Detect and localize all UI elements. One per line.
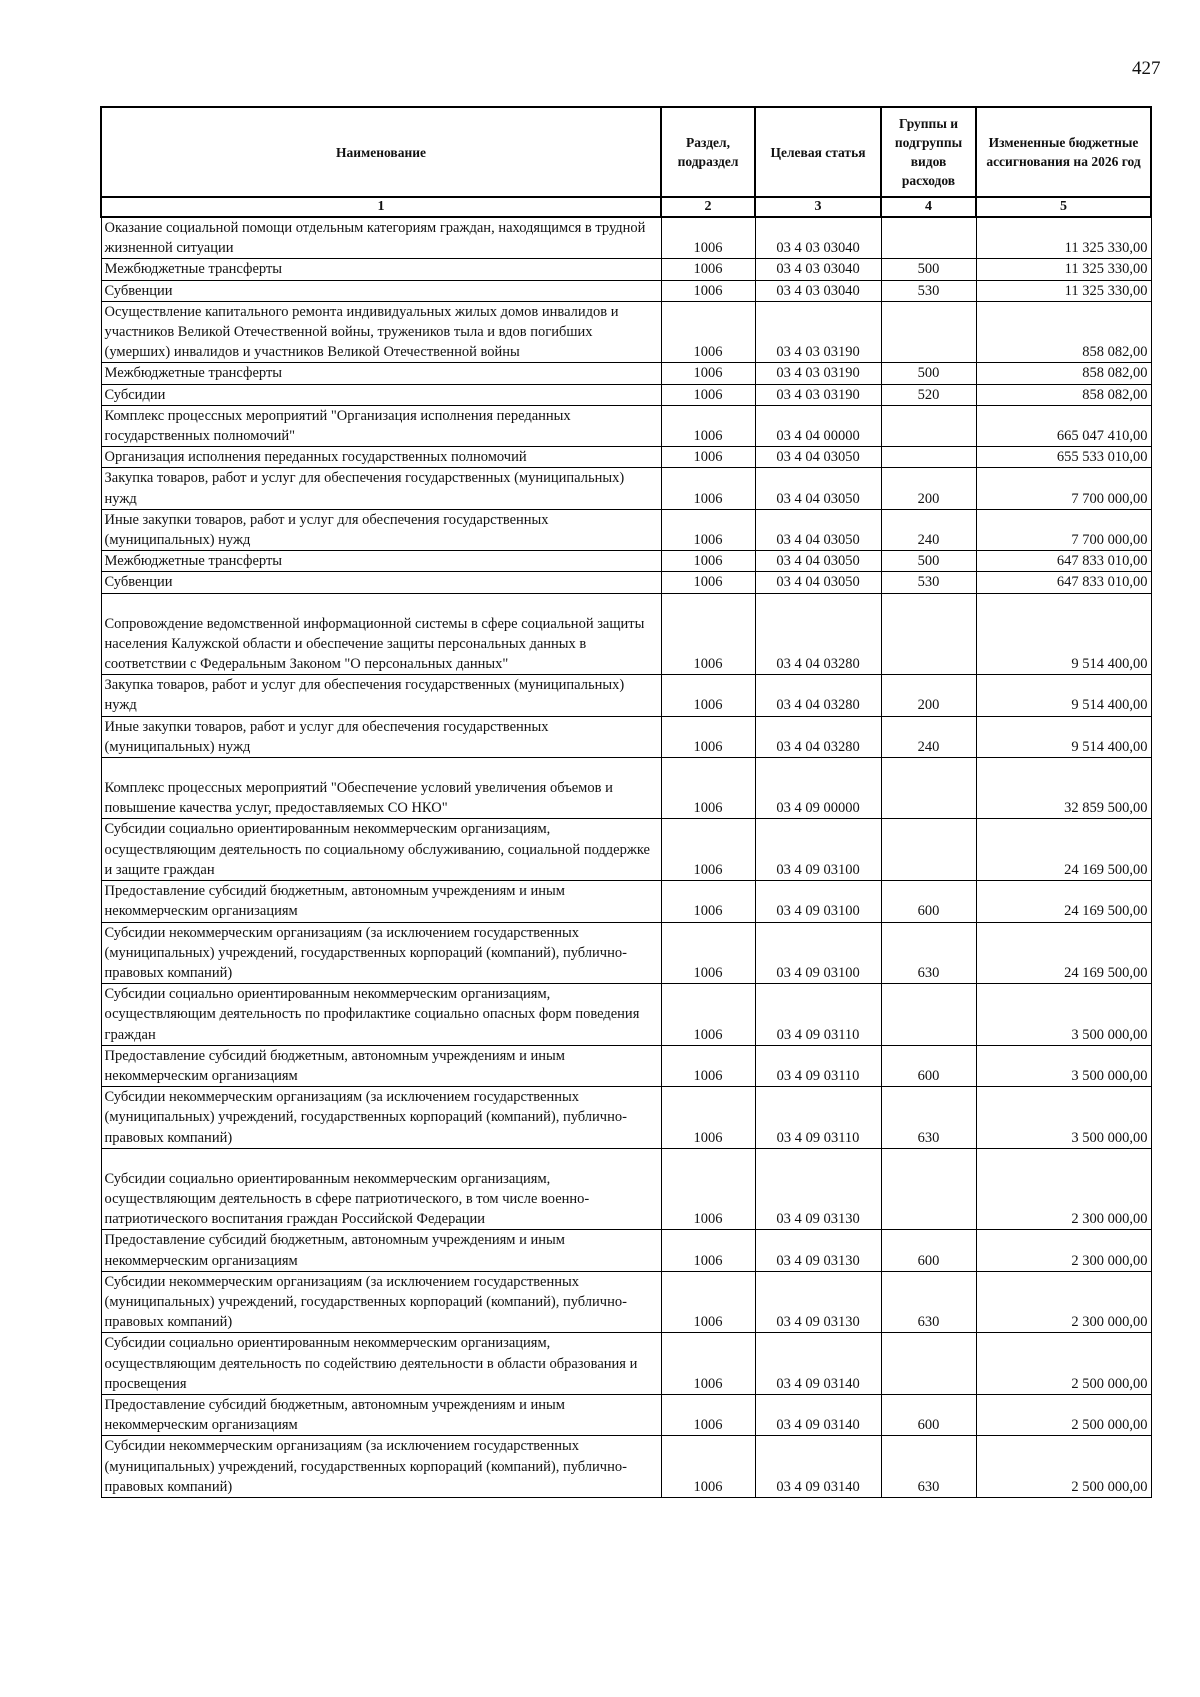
row-expense-group: 200: [881, 675, 976, 716]
row-section: 1006: [661, 1271, 755, 1333]
header-target-article: Целевая статья: [755, 107, 881, 197]
table-row: [101, 572, 1151, 593]
row-target-article: 03 4 04 03280: [755, 593, 881, 675]
row-name: Предоставление субсидий бюджетным, автономным учреждениям и иным некоммерческим организациям: [101, 881, 661, 922]
table-row: [101, 881, 1151, 922]
row-name: Оказание социальной помощи отдельным категориям граждан, находящимся в трудной жизненной ситуации: [101, 217, 661, 259]
row-target-article: 03 4 09 00000: [755, 758, 881, 819]
row-expense-group: [881, 1148, 976, 1230]
row-section: 1006: [661, 468, 755, 509]
row-amount: 9 514 400,00: [976, 593, 1151, 675]
row-target-article: 03 4 04 03050: [755, 572, 881, 593]
row-expense-group: 500: [881, 551, 976, 572]
row-amount: 647 833 010,00: [976, 551, 1151, 572]
row-name: Организация исполнения переданных государственных полномочий: [101, 447, 661, 468]
row-target-article: 03 4 03 03040: [755, 217, 881, 259]
row-name: Субсидии социально ориентированным некоммерческим организациям, осуществляющим деятельность в сфере патриотического, в том числе военно-патриотического воспитания граждан Российской Федерации: [101, 1148, 661, 1230]
row-target-article: 03 4 09 03110: [755, 984, 881, 1046]
column-number: 5: [976, 197, 1151, 217]
table-row: [101, 819, 1151, 881]
row-expense-group: 630: [881, 922, 976, 984]
row-section: 1006: [661, 1148, 755, 1230]
header-amount-2026: Измененные бюджетные ассигнования на 2026 год: [976, 107, 1151, 197]
row-section: 1006: [661, 819, 755, 881]
row-section: 1006: [661, 384, 755, 405]
row-expense-group: 240: [881, 509, 976, 550]
row-section: 1006: [661, 217, 755, 259]
row-name: Предоставление субсидий бюджетным, автономным учреждениям и иным некоммерческим организациям: [101, 1394, 661, 1435]
row-amount: 32 859 500,00: [976, 758, 1151, 819]
table-row: [101, 551, 1151, 572]
row-expense-group: [881, 1333, 976, 1395]
row-name: Субсидии некоммерческим организациям (за исключением государственных (муниципальных) учреждений, государственных корпораций (компаний), публично-правовых компаний): [101, 922, 661, 984]
table-row: [101, 1271, 1151, 1333]
row-name: Субсидии социально ориентированным некоммерческим организациям, осуществляющим деятельность по социальному обслуживанию, социальной поддержке и защите граждан: [101, 819, 661, 881]
row-amount: 3 500 000,00: [976, 984, 1151, 1046]
row-expense-group: 630: [881, 1436, 976, 1498]
row-section: 1006: [661, 716, 755, 757]
row-name: Закупка товаров, работ и услуг для обеспечения государственных (муниципальных) нужд: [101, 675, 661, 716]
row-amount: 655 533 010,00: [976, 447, 1151, 468]
row-target-article: 03 4 09 03140: [755, 1333, 881, 1395]
row-expense-group: [881, 593, 976, 675]
row-expense-group: 200: [881, 468, 976, 509]
row-target-article: 03 4 04 03280: [755, 675, 881, 716]
header-expense-group: Группы и подгруппы видов расходов: [881, 107, 976, 197]
row-expense-group: 500: [881, 363, 976, 384]
table-row: [101, 1148, 1151, 1230]
row-amount: 11 325 330,00: [976, 259, 1151, 280]
row-target-article: 03 4 03 03190: [755, 301, 881, 363]
table-row: [101, 1333, 1151, 1395]
row-name: Комплекс процессных мероприятий "Организация исполнения переданных государственных полномочий": [101, 405, 661, 446]
row-target-article: 03 4 09 03140: [755, 1436, 881, 1498]
row-expense-group: 520: [881, 384, 976, 405]
row-section: 1006: [661, 881, 755, 922]
row-name: Субсидии некоммерческим организациям (за исключением государственных (муниципальных) учреждений, государственных корпораций (компаний), публично-правовых компаний): [101, 1271, 661, 1333]
row-target-article: 03 4 04 03050: [755, 447, 881, 468]
row-amount: 858 082,00: [976, 363, 1151, 384]
table-row: [101, 509, 1151, 550]
row-section: 1006: [661, 593, 755, 675]
row-target-article: 03 4 04 03050: [755, 551, 881, 572]
table-row: [101, 922, 1151, 984]
row-expense-group: 530: [881, 572, 976, 593]
row-target-article: 03 4 09 03110: [755, 1087, 881, 1149]
row-expense-group: 630: [881, 1271, 976, 1333]
row-section: 1006: [661, 363, 755, 384]
row-amount: 2 500 000,00: [976, 1333, 1151, 1395]
table-row: [101, 280, 1151, 301]
row-section: 1006: [661, 1333, 755, 1395]
row-target-article: 03 4 03 03040: [755, 259, 881, 280]
row-name: Субвенции: [101, 280, 661, 301]
row-target-article: 03 4 03 03190: [755, 384, 881, 405]
table-row: [101, 758, 1151, 819]
row-expense-group: 630: [881, 1087, 976, 1149]
row-amount: 11 325 330,00: [976, 280, 1151, 301]
row-amount: 7 700 000,00: [976, 509, 1151, 550]
row-section: 1006: [661, 1045, 755, 1086]
row-section: 1006: [661, 405, 755, 446]
budget-allocations-table: [100, 106, 1152, 1498]
column-number: 2: [661, 197, 755, 217]
row-expense-group: [881, 447, 976, 468]
row-amount: 2 300 000,00: [976, 1148, 1151, 1230]
row-target-article: 03 4 09 03130: [755, 1148, 881, 1230]
row-section: 1006: [661, 301, 755, 363]
row-section: 1006: [661, 984, 755, 1046]
row-amount: 24 169 500,00: [976, 819, 1151, 881]
row-expense-group: 530: [881, 280, 976, 301]
row-name: Сопровождение ведомственной информационной системы в сфере социальной защиты населения Калужской области и обеспечение защиты персональных данных в соответствии с Федеральным Законом "О персональных данных": [101, 593, 661, 675]
table-row: [101, 593, 1151, 675]
table-row: [101, 217, 1151, 259]
row-section: 1006: [661, 1230, 755, 1271]
row-target-article: 03 4 09 03130: [755, 1230, 881, 1271]
row-target-article: 03 4 04 03280: [755, 716, 881, 757]
row-expense-group: 600: [881, 1230, 976, 1271]
row-name: Предоставление субсидий бюджетным, автономным учреждениям и иным некоммерческим организациям: [101, 1045, 661, 1086]
row-amount: 2 300 000,00: [976, 1271, 1151, 1333]
row-section: 1006: [661, 509, 755, 550]
row-target-article: 03 4 04 03050: [755, 509, 881, 550]
table-row: [101, 259, 1151, 280]
header-section: Раздел, подраздел: [661, 107, 755, 197]
row-expense-group: [881, 217, 976, 259]
row-name: Осуществление капитального ремонта индивидуальных жилых домов инвалидов и участников Великой Отечественной войны, тружеников тыла и вдов погибших (умерших) инвалидов и участников Великой Отечественной войны: [101, 301, 661, 363]
table-row: [101, 384, 1151, 405]
table-row: [101, 1230, 1151, 1271]
row-amount: 9 514 400,00: [976, 716, 1151, 757]
row-name: Иные закупки товаров, работ и услуг для обеспечения государственных (муниципальных) нужд: [101, 716, 661, 757]
header-name: Наименование: [101, 107, 661, 197]
row-name: Межбюджетные трансферты: [101, 363, 661, 384]
row-name: Субвенции: [101, 572, 661, 593]
row-name: Субсидии социально ориентированным некоммерческим организациям, осуществляющим деятельность по содействию деятельности в области образования и просвещения: [101, 1333, 661, 1395]
row-name: Иные закупки товаров, работ и услуг для обеспечения государственных (муниципальных) нужд: [101, 509, 661, 550]
table-row: [101, 1394, 1151, 1435]
table-row: [101, 468, 1151, 509]
row-amount: 11 325 330,00: [976, 217, 1151, 259]
row-expense-group: 500: [881, 259, 976, 280]
row-target-article: 03 4 03 03190: [755, 363, 881, 384]
row-amount: 7 700 000,00: [976, 468, 1151, 509]
row-amount: 3 500 000,00: [976, 1045, 1151, 1086]
row-expense-group: [881, 301, 976, 363]
row-expense-group: [881, 819, 976, 881]
row-target-article: 03 4 09 03100: [755, 922, 881, 984]
row-name: Межбюджетные трансферты: [101, 259, 661, 280]
row-target-article: 03 4 09 03130: [755, 1271, 881, 1333]
column-number: 4: [881, 197, 976, 217]
row-amount: 3 500 000,00: [976, 1087, 1151, 1149]
row-name: Субсидии некоммерческим организациям (за исключением государственных (муниципальных) учреждений, государственных корпораций (компаний), публично-правовых компаний): [101, 1436, 661, 1498]
row-amount: 2 500 000,00: [976, 1436, 1151, 1498]
row-name: Субсидии некоммерческим организациям (за исключением государственных (муниципальных) учреждений, государственных корпораций (компаний), публично-правовых компаний): [101, 1087, 661, 1149]
page-number: 427: [1132, 58, 1161, 79]
table-row: [101, 1045, 1151, 1086]
row-amount: 9 514 400,00: [976, 675, 1151, 716]
row-section: 1006: [661, 758, 755, 819]
row-name: Комплекс процессных мероприятий "Обеспечение условий увеличения объемов и повышение качества услуг, предоставляемых СО НКО": [101, 758, 661, 819]
row-amount: 2 300 000,00: [976, 1230, 1151, 1271]
table-row: [101, 447, 1151, 468]
row-section: 1006: [661, 259, 755, 280]
row-name: Субсидии социально ориентированным некоммерческим организациям, осуществляющим деятельность по профилактике социально опасных форм поведения граждан: [101, 984, 661, 1046]
row-amount: 647 833 010,00: [976, 572, 1151, 593]
row-target-article: 03 4 04 00000: [755, 405, 881, 446]
table-row: [101, 1087, 1151, 1149]
column-number: 3: [755, 197, 881, 217]
row-amount: 858 082,00: [976, 384, 1151, 405]
table-row: [101, 675, 1151, 716]
row-target-article: 03 4 03 03040: [755, 280, 881, 301]
row-section: 1006: [661, 551, 755, 572]
table-row: [101, 363, 1151, 384]
table-row: [101, 984, 1151, 1046]
row-expense-group: 600: [881, 881, 976, 922]
table-row: [101, 716, 1151, 757]
row-section: 1006: [661, 1087, 755, 1149]
table-row: [101, 405, 1151, 446]
row-section: 1006: [661, 1436, 755, 1498]
table-row: [101, 1436, 1151, 1498]
table-row: [101, 301, 1151, 363]
row-name: Предоставление субсидий бюджетным, автономным учреждениям и иным некоммерческим организациям: [101, 1230, 661, 1271]
row-expense-group: 600: [881, 1045, 976, 1086]
column-number: 1: [101, 197, 661, 217]
row-expense-group: [881, 984, 976, 1046]
row-name: Межбюджетные трансферты: [101, 551, 661, 572]
row-section: 1006: [661, 447, 755, 468]
row-name: Закупка товаров, работ и услуг для обеспечения государственных (муниципальных) нужд: [101, 468, 661, 509]
row-target-article: 03 4 09 03140: [755, 1394, 881, 1435]
row-section: 1006: [661, 280, 755, 301]
row-section: 1006: [661, 572, 755, 593]
row-amount: 2 500 000,00: [976, 1394, 1151, 1435]
row-amount: 665 047 410,00: [976, 405, 1151, 446]
table-body: [101, 217, 1151, 1497]
row-amount: 24 169 500,00: [976, 881, 1151, 922]
row-section: 1006: [661, 675, 755, 716]
row-name: Субсидии: [101, 384, 661, 405]
row-amount: 858 082,00: [976, 301, 1151, 363]
row-expense-group: [881, 405, 976, 446]
row-target-article: 03 4 09 03100: [755, 819, 881, 881]
row-target-article: 03 4 04 03050: [755, 468, 881, 509]
row-expense-group: 600: [881, 1394, 976, 1435]
row-amount: 24 169 500,00: [976, 922, 1151, 984]
table-header-row: [101, 107, 1151, 197]
row-section: 1006: [661, 1394, 755, 1435]
row-target-article: 03 4 09 03110: [755, 1045, 881, 1086]
row-expense-group: 240: [881, 716, 976, 757]
row-section: 1006: [661, 922, 755, 984]
row-target-article: 03 4 09 03100: [755, 881, 881, 922]
column-number-row: [101, 197, 1151, 217]
row-expense-group: [881, 758, 976, 819]
